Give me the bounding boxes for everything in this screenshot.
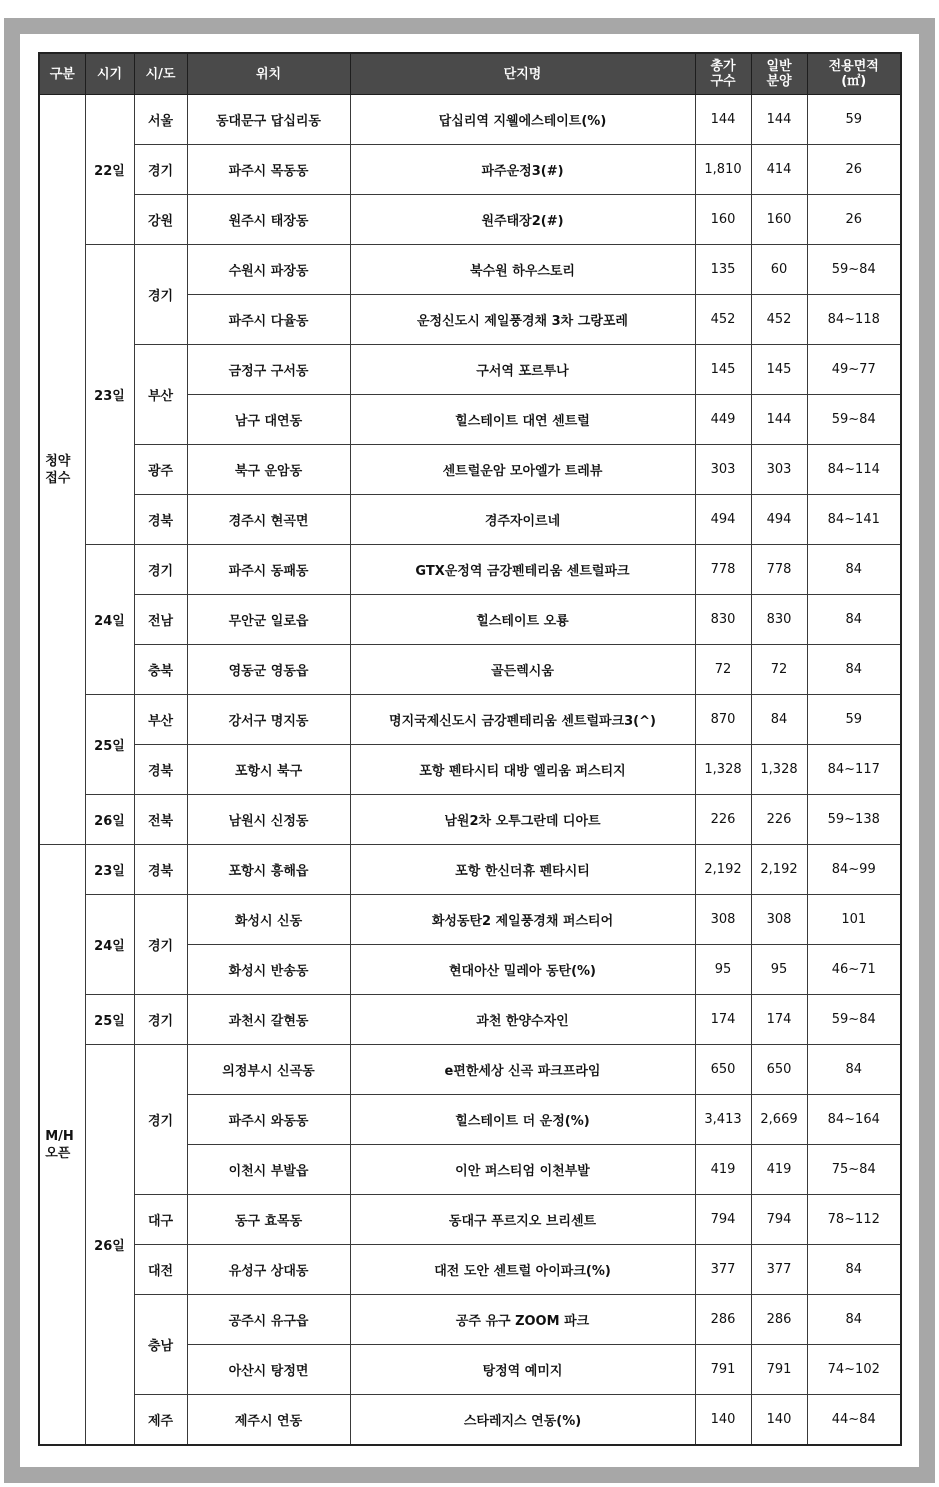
location-cell: 수원시 파장동 <box>187 245 350 295</box>
area-cell: 84~118 <box>807 295 901 345</box>
general-supply-cell: 452 <box>751 295 807 345</box>
region-cell: 서울 <box>134 95 187 145</box>
total-units-cell: 1,810 <box>695 145 751 195</box>
general-supply-cell: 2,192 <box>751 845 807 895</box>
general-supply-cell: 794 <box>751 1195 807 1245</box>
complex-name-cell: 동대구 푸르지오 브리센트 <box>350 1195 695 1245</box>
header-date: 시기 <box>85 53 134 95</box>
area-cell: 59 <box>807 95 901 145</box>
region-cell: 경북 <box>134 845 187 895</box>
header-complex: 단지명 <box>350 53 695 95</box>
total-units-cell: 95 <box>695 945 751 995</box>
complex-name-cell: 스타레지스 연동(%) <box>350 1395 695 1446</box>
table-row <box>39 1045 901 1095</box>
complex-name-cell: 화성동탄2 제일풍경채 퍼스티어 <box>350 895 695 945</box>
general-supply-cell: 144 <box>751 95 807 145</box>
general-supply-cell: 1,328 <box>751 745 807 795</box>
area-cell: 74~102 <box>807 1345 901 1395</box>
total-units-cell: 452 <box>695 295 751 345</box>
date-cell: 23일 <box>85 245 134 545</box>
general-supply-cell: 778 <box>751 545 807 595</box>
location-cell: 공주시 유구읍 <box>187 1295 350 1345</box>
date-cell: 24일 <box>85 895 134 995</box>
table-row <box>39 695 901 745</box>
header-total-units: 총가 구수 <box>695 53 751 95</box>
total-units-cell: 449 <box>695 395 751 445</box>
location-cell: 포항시 북구 <box>187 745 350 795</box>
location-cell: 영동군 영동읍 <box>187 645 350 695</box>
complex-name-cell: 구서역 포르투나 <box>350 345 695 395</box>
area-cell: 78~112 <box>807 1195 901 1245</box>
area-cell: 84~117 <box>807 745 901 795</box>
housing-schedule-table <box>38 52 902 1446</box>
area-cell: 84~164 <box>807 1095 901 1145</box>
general-supply-cell: 830 <box>751 595 807 645</box>
location-cell: 북구 운암동 <box>187 445 350 495</box>
complex-name-cell: 골든렉시움 <box>350 645 695 695</box>
location-cell: 동구 효목동 <box>187 1195 350 1245</box>
area-cell: 84~141 <box>807 495 901 545</box>
category-cell <box>39 95 85 845</box>
area-cell: 84 <box>807 1245 901 1295</box>
date-cell: 25일 <box>85 995 134 1045</box>
complex-name-cell: 탕정역 예미지 <box>350 1345 695 1395</box>
general-supply-cell: 414 <box>751 145 807 195</box>
general-supply-cell: 286 <box>751 1295 807 1345</box>
total-units-cell: 1,328 <box>695 745 751 795</box>
document-page <box>20 34 919 1467</box>
area-cell: 101 <box>807 895 901 945</box>
general-supply-cell: 60 <box>751 245 807 295</box>
location-cell: 강서구 명지동 <box>187 695 350 745</box>
complex-name-cell: 답십리역 지웰에스테이트(%) <box>350 95 695 145</box>
complex-name-cell: 경주자이르네 <box>350 495 695 545</box>
general-supply-cell: 174 <box>751 995 807 1045</box>
table-row <box>39 795 901 845</box>
region-cell: 부산 <box>134 345 187 445</box>
area-cell: 46~71 <box>807 945 901 995</box>
date-cell: 24일 <box>85 545 134 695</box>
complex-name-cell: 이안 퍼스티엄 이천부발 <box>350 1145 695 1195</box>
location-cell: 이천시 부발읍 <box>187 1145 350 1195</box>
table-row <box>39 645 901 695</box>
area-cell: 59~84 <box>807 245 901 295</box>
total-units-cell: 794 <box>695 1195 751 1245</box>
complex-name-cell: e편한세상 신곡 파크프라임 <box>350 1045 695 1095</box>
region-cell: 대전 <box>134 1245 187 1295</box>
complex-name-cell: 힐스테이트 오룡 <box>350 595 695 645</box>
complex-name-cell: 원주태장2(#) <box>350 195 695 245</box>
area-cell: 84 <box>807 1045 901 1095</box>
table-row <box>39 1245 901 1295</box>
location-cell: 화성시 신동 <box>187 895 350 945</box>
table-row <box>39 1395 901 1446</box>
table-row <box>39 95 901 145</box>
complex-name-cell: 명지국제신도시 금강펜테리움 센트럴파크3(^) <box>350 695 695 745</box>
area-cell: 44~84 <box>807 1395 901 1446</box>
header-category: 구분 <box>39 53 85 95</box>
total-units-cell: 870 <box>695 695 751 745</box>
area-cell: 59~84 <box>807 995 901 1045</box>
complex-name-cell: 현대아산 밀레아 동탄(%) <box>350 945 695 995</box>
region-cell: 충남 <box>134 1295 187 1395</box>
total-units-cell: 286 <box>695 1295 751 1345</box>
region-cell: 경기 <box>134 1045 187 1195</box>
region-cell: 부산 <box>134 695 187 745</box>
category-label: M/H 오픈 <box>45 1128 74 1161</box>
table-body <box>39 95 901 1446</box>
complex-name-cell: 남원2차 오투그란데 디아트 <box>350 795 695 845</box>
total-units-cell: 145 <box>695 345 751 395</box>
general-supply-cell: 308 <box>751 895 807 945</box>
general-supply-cell: 494 <box>751 495 807 545</box>
header-region: 시/도 <box>134 53 187 95</box>
location-cell: 남원시 신정동 <box>187 795 350 845</box>
general-supply-cell: 160 <box>751 195 807 245</box>
location-cell: 파주시 목동동 <box>187 145 350 195</box>
general-supply-cell: 84 <box>751 695 807 745</box>
location-cell: 의정부시 신곡동 <box>187 1045 350 1095</box>
location-cell: 경주시 현곡면 <box>187 495 350 545</box>
total-units-cell: 140 <box>695 1395 751 1446</box>
area-cell: 75~84 <box>807 1145 901 1195</box>
date-cell: 26일 <box>85 795 134 845</box>
total-units-cell: 144 <box>695 95 751 145</box>
complex-name-cell: 포항 펜타시티 대방 엘리움 퍼스티지 <box>350 745 695 795</box>
total-units-cell: 2,192 <box>695 845 751 895</box>
total-units-cell: 494 <box>695 495 751 545</box>
general-supply-cell: 419 <box>751 1145 807 1195</box>
category-cell <box>39 845 85 1446</box>
table-row <box>39 195 901 245</box>
total-units-cell: 174 <box>695 995 751 1045</box>
general-supply-cell: 650 <box>751 1045 807 1095</box>
area-cell: 84 <box>807 1295 901 1345</box>
area-cell: 26 <box>807 195 901 245</box>
total-units-cell: 135 <box>695 245 751 295</box>
total-units-cell: 226 <box>695 795 751 845</box>
region-cell: 강원 <box>134 195 187 245</box>
general-supply-cell: 2,669 <box>751 1095 807 1145</box>
location-cell: 무안군 일로읍 <box>187 595 350 645</box>
location-cell: 과천시 갈현동 <box>187 995 350 1045</box>
location-cell: 제주시 연동 <box>187 1395 350 1446</box>
general-supply-cell: 72 <box>751 645 807 695</box>
table-row <box>39 445 901 495</box>
area-cell: 26 <box>807 145 901 195</box>
area-cell: 59 <box>807 695 901 745</box>
region-cell: 경북 <box>134 745 187 795</box>
region-cell: 제주 <box>134 1395 187 1446</box>
region-cell: 경북 <box>134 495 187 545</box>
complex-name-cell: 파주운정3(#) <box>350 145 695 195</box>
general-supply-cell: 145 <box>751 345 807 395</box>
category-label: 청약 접수 <box>45 453 71 486</box>
area-cell: 59~84 <box>807 395 901 445</box>
location-cell: 금정구 구서동 <box>187 345 350 395</box>
general-supply-cell: 140 <box>751 1395 807 1446</box>
complex-name-cell: 과천 한양수자인 <box>350 995 695 1045</box>
area-cell: 84 <box>807 595 901 645</box>
table-row <box>39 995 901 1045</box>
date-cell: 23일 <box>85 845 134 895</box>
region-cell: 전북 <box>134 795 187 845</box>
total-units-cell: 419 <box>695 1145 751 1195</box>
complex-name-cell: 센트럴운암 모아엘가 트레뷰 <box>350 445 695 495</box>
location-cell: 유성구 상대동 <box>187 1245 350 1295</box>
total-units-cell: 650 <box>695 1045 751 1095</box>
area-cell: 84 <box>807 545 901 595</box>
total-units-cell: 72 <box>695 645 751 695</box>
location-cell: 남구 대연동 <box>187 395 350 445</box>
region-cell: 경기 <box>134 245 187 345</box>
header-area: 전용면적 (㎡) <box>807 53 901 95</box>
general-supply-cell: 95 <box>751 945 807 995</box>
location-cell: 파주시 와동동 <box>187 1095 350 1145</box>
location-cell: 파주시 동패동 <box>187 545 350 595</box>
area-cell: 49~77 <box>807 345 901 395</box>
table-row <box>39 845 901 895</box>
location-cell: 화성시 반송동 <box>187 945 350 995</box>
region-cell: 충북 <box>134 645 187 695</box>
complex-name-cell: 포항 한신더휴 펜타시티 <box>350 845 695 895</box>
general-supply-cell: 377 <box>751 1245 807 1295</box>
total-units-cell: 303 <box>695 445 751 495</box>
location-cell: 동대문구 답십리동 <box>187 95 350 145</box>
table-row <box>39 745 901 795</box>
complex-name-cell: 힐스테이트 더 운정(%) <box>350 1095 695 1145</box>
general-supply-cell: 144 <box>751 395 807 445</box>
area-cell: 84 <box>807 645 901 695</box>
region-cell: 전남 <box>134 595 187 645</box>
table-row <box>39 1195 901 1245</box>
region-cell: 대구 <box>134 1195 187 1245</box>
location-cell: 아산시 탕정면 <box>187 1345 350 1395</box>
table-row <box>39 495 901 545</box>
table-row <box>39 245 901 295</box>
date-cell: 26일 <box>85 1045 134 1446</box>
area-cell: 84~114 <box>807 445 901 495</box>
area-cell: 59~138 <box>807 795 901 845</box>
region-cell: 경기 <box>134 995 187 1045</box>
outer-frame <box>4 18 935 1483</box>
table-row <box>39 545 901 595</box>
header-general-supply: 일반 분양 <box>751 53 807 95</box>
total-units-cell: 791 <box>695 1345 751 1395</box>
total-units-cell: 377 <box>695 1245 751 1295</box>
total-units-cell: 830 <box>695 595 751 645</box>
location-cell: 포항시 흥해읍 <box>187 845 350 895</box>
total-units-cell: 778 <box>695 545 751 595</box>
date-cell: 25일 <box>85 695 134 795</box>
table-row <box>39 1295 901 1345</box>
complex-name-cell: GTX운정역 금강펜테리움 센트럴파크 <box>350 545 695 595</box>
region-cell: 경기 <box>134 545 187 595</box>
date-cell: 22일 <box>85 95 134 245</box>
area-cell: 84~99 <box>807 845 901 895</box>
complex-name-cell: 북수원 하우스토리 <box>350 245 695 295</box>
total-units-cell: 160 <box>695 195 751 245</box>
complex-name-cell: 힐스테이트 대연 센트럴 <box>350 395 695 445</box>
table-row <box>39 895 901 945</box>
location-cell: 파주시 다율동 <box>187 295 350 345</box>
header-row <box>39 53 901 95</box>
table-row <box>39 345 901 395</box>
total-units-cell: 3,413 <box>695 1095 751 1145</box>
region-cell: 경기 <box>134 895 187 995</box>
complex-name-cell: 운정신도시 제일풍경채 3차 그랑포레 <box>350 295 695 345</box>
table-row <box>39 145 901 195</box>
general-supply-cell: 791 <box>751 1345 807 1395</box>
complex-name-cell: 공주 유구 ZOOM 파크 <box>350 1295 695 1345</box>
general-supply-cell: 226 <box>751 795 807 845</box>
table-row <box>39 595 901 645</box>
total-units-cell: 308 <box>695 895 751 945</box>
complex-name-cell: 대전 도안 센트럴 아이파크(%) <box>350 1245 695 1295</box>
general-supply-cell: 303 <box>751 445 807 495</box>
header-location: 위치 <box>187 53 350 95</box>
location-cell: 원주시 태장동 <box>187 195 350 245</box>
region-cell: 광주 <box>134 445 187 495</box>
region-cell: 경기 <box>134 145 187 195</box>
